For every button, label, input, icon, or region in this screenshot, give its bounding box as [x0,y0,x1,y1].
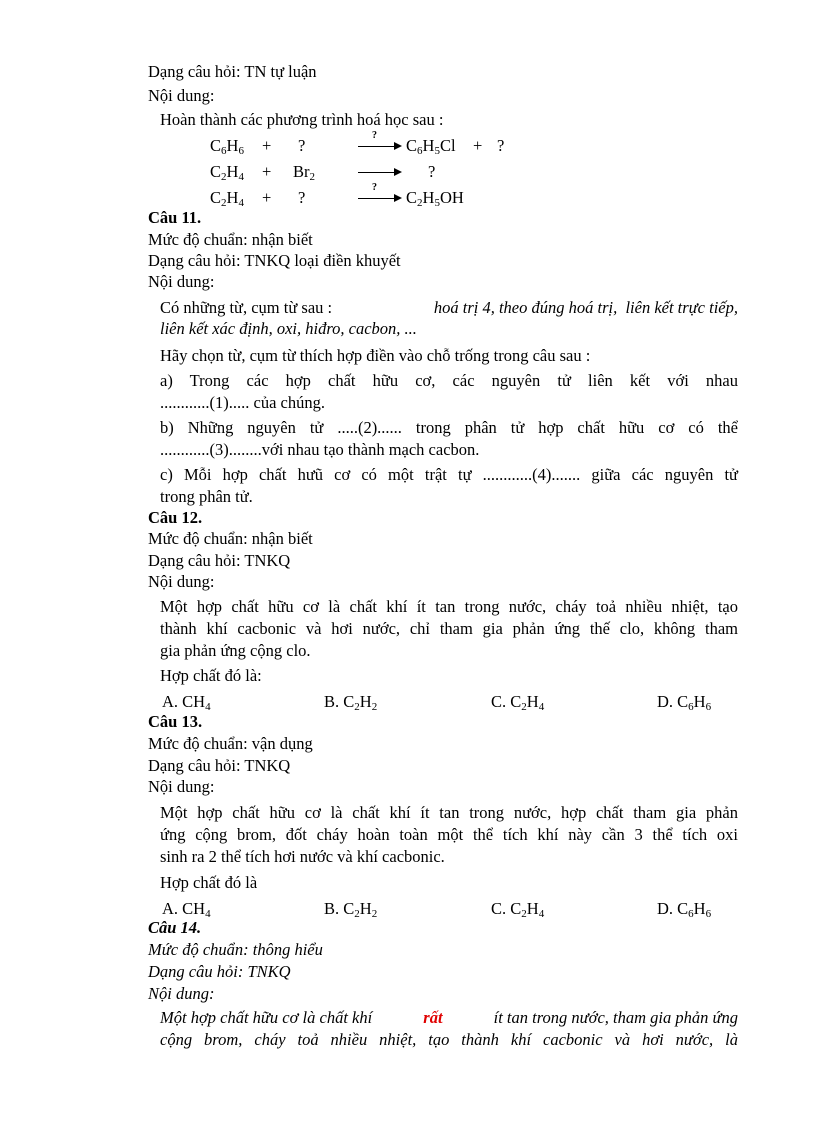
reaction-arrow: ? [358,188,402,208]
question-12-title: Câu 12. [148,508,203,527]
option-d[interactable]: D. $C_6H_6$ [657,899,712,920]
question-12-level: Mức độ chuẩn: nhận biết [148,529,313,548]
question-13-type: Dạng câu hỏi: TNKQ [148,756,291,775]
sentence-a-line-2: ............(1)..... của chúng. [160,393,325,412]
question-14-text-1: Một hợp chất hữu cơ là chất khí rất ít tan trong nước, tham gia phản ứng [160,1008,738,1027]
option-c[interactable]: C. $C_2H_4$ [491,899,545,920]
question-13-text-3: sinh ra 2 thể tích hơi nước và khí cacbonic. [160,847,445,866]
option-d[interactable]: D. $C_6H_6$ [657,692,712,713]
option-b[interactable]: B. $C_2H_2$ [324,692,378,713]
question-11-type: Dạng câu hỏi: TNKQ loại điền khuyết [148,251,401,270]
sentence-a-line-1: a) Trong các hợp chất hữu cơ, các nguyên tử liên kết với nhau [160,371,738,390]
question-14-type: Dạng câu hỏi: TNKQ [148,962,291,981]
equation-1-product: $C_6H_5Cl$ [406,136,456,157]
equation-3-reactant: $C_2H_4$ [210,188,244,209]
sentence-b-line-2: ............(3)........với nhau tạo thành mạch cacbon. [160,440,480,459]
word-bank-line-1: Có những từ, cụm từ sau : hoá trị 4, theo đúng hoá trị, liên kết trực tiếp, [160,298,738,317]
reaction-arrow: ? [358,136,402,156]
sentence-c-line-2: trong phân tử. [160,487,253,506]
word-bank-line-2: liên kết xác định, oxi, hiđro, cacbon, ... [160,319,417,338]
question-14-content-label: Nội dung: [148,984,215,1003]
option-c[interactable]: C. $C_2H_4$ [491,692,545,713]
question-13-text-2: ứng cộng brom, đốt cháy hoàn toàn một thể tích khí này cần 3 thể tích oxi [160,825,738,844]
equation-1-plus-2: + [473,136,483,155]
question-14-title: Câu 14. [148,918,202,937]
equation-3-plus: + [262,188,272,207]
option-b[interactable]: B. $C_2H_2$ [324,899,378,920]
question-13-level: Mức độ chuẩn: vận dụng [148,734,313,753]
question-13-text-1: Một hợp chất hữu cơ là chất khí ít tan trong nước, hợp chất tham gia phản [160,803,738,822]
equation-2-plus: + [262,162,272,181]
reaction-arrow [358,162,402,182]
question-type: Dạng câu hỏi: TN tự luận [148,62,317,81]
question-14-level: Mức độ chuẩn: thông hiểu [148,940,323,959]
question-12-ask: Hợp chất đó là: [160,666,262,685]
question-11-content-label: Nội dung: [148,272,215,291]
emphasis-word: rất [423,1008,443,1027]
question-14-text-2: cộng brom, cháy toả nhiều nhiệt, tạo thành khí cacbonic và hơi nước, là [160,1030,738,1049]
question-12-text-3: gia phản ứng cộng clo. [160,641,311,660]
equation-3-product: $C_2H_5OH$ [406,188,464,209]
option-a[interactable]: A. $CH_4$ [162,899,211,920]
sentence-c-line-1: c) Mỗi hợp chất hưũ cơ có một trật tự ............(4)....... giữa các nguyên tử [160,465,738,484]
instruction-text: Hoàn thành các phương trình hoá học sau : [160,110,444,129]
sentence-b-line-1: b) Những nguyên tử .....(2)...... trong phân tử hợp chất hữu cơ có thể [160,418,738,437]
option-a[interactable]: A. $CH_4$ [162,692,211,713]
equation-1-unknown-2: ? [497,136,505,155]
equation-3-unknown: ? [298,188,306,207]
fill-prompt: Hãy chọn từ, cụm từ thích hợp điền vào chỗ trống trong câu sau : [160,346,591,365]
question-11-level: Mức độ chuẩn: nhận biết [148,230,313,249]
question-12-type: Dạng câu hỏi: TNKQ [148,551,291,570]
equation-1-plus: + [262,136,272,155]
equation-1-unknown: ? [298,136,306,155]
content-label: Nội dung: [148,86,215,105]
question-13-ask: Hợp chất đó là [160,873,258,892]
question-13-title: Câu 13. [148,712,203,731]
equation-1-reactant: $C_6H_6$ [210,136,244,157]
equation-2-reactant: $C_2H_4$ [210,162,244,183]
question-12-text-1: Một hợp chất hữu cơ là chất khí ít tan trong nước, cháy toả nhiều nhiệt, tạo [160,597,738,616]
question-12-text-2: thành khí cacbonic và hơi nước, chỉ tham gia phản ứng thế clo, không tham [160,619,738,638]
equation-2-unknown: ? [428,162,436,181]
question-11-title: Câu 11. [148,208,202,227]
question-13-content-label: Nội dung: [148,777,215,796]
equation-2-bromine: $Br_2$ [293,162,315,183]
question-12-content-label: Nội dung: [148,572,215,591]
